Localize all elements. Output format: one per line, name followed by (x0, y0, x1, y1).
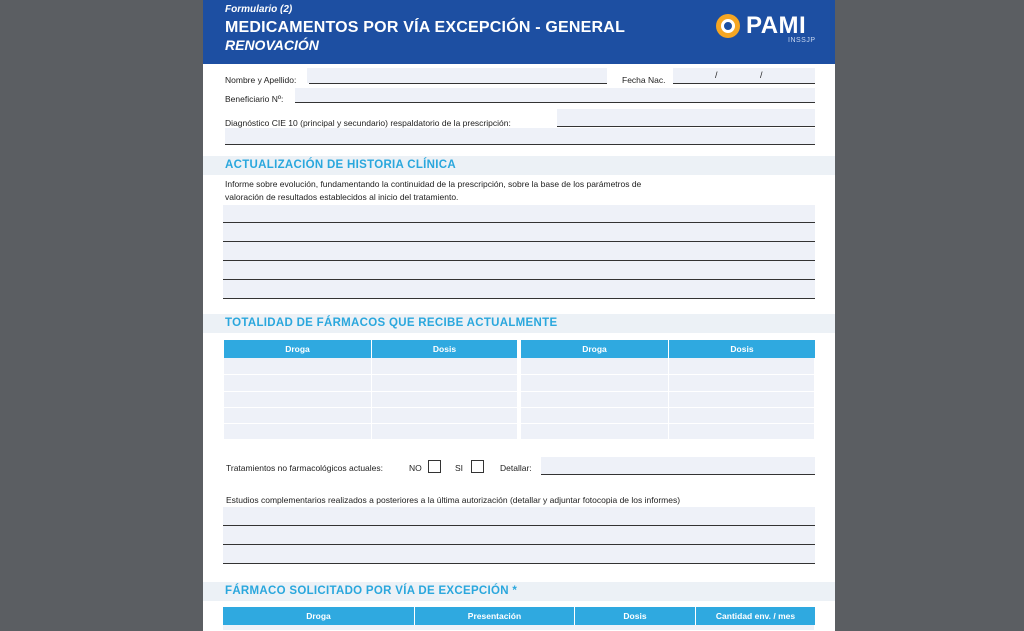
drug-cell[interactable] (521, 424, 669, 440)
drugs-header-dosis-2: Dosis (669, 340, 815, 358)
birth-label: Fecha Nac. (622, 75, 666, 85)
dose-cell[interactable] (669, 375, 815, 392)
pami-logo (716, 12, 816, 48)
studies-label: Estudios complementarios realizados a posteriores a la última autorización (detallar y adjuntar fotocopia de los informes) (226, 495, 681, 505)
dose-cell[interactable] (669, 358, 815, 375)
history-line (223, 298, 815, 299)
treatments-detail-label: Detallar: (500, 463, 532, 473)
diagnosis-line (557, 126, 815, 127)
name-label: Nombre y Apellido: (225, 75, 297, 85)
studies-line (223, 563, 815, 564)
treatments-si-checkbox[interactable] (471, 460, 484, 473)
birth-line (673, 83, 815, 84)
studies-text-area[interactable] (223, 507, 815, 564)
drugs-header-droga-1: Droga (224, 340, 372, 358)
treatments-no-label: NO (409, 463, 422, 473)
birth-field[interactable] (673, 68, 815, 83)
drug-cell[interactable] (521, 408, 669, 424)
drug-cell[interactable] (521, 392, 669, 408)
dose-cell[interactable] (372, 408, 518, 424)
drug-cell[interactable] (521, 358, 669, 375)
drug-cell[interactable] (224, 358, 372, 375)
beneficiary-label: Beneficiario Nº: (225, 94, 284, 104)
treatments-detail-line (541, 474, 815, 475)
treatments-si-label: SI (455, 463, 464, 473)
requested-section-title: FÁRMACO SOLICITADO POR VÍA DE EXCEPCIÓN * (225, 585, 518, 597)
form-header (203, 0, 835, 64)
drugs-header-dosis-1: Dosis (372, 340, 518, 358)
dose-cell[interactable] (372, 358, 518, 375)
requested-header-cantidad: Cantidad env. / mes (696, 607, 815, 625)
pami-logo-subtext: INSSJP (788, 37, 816, 44)
history-line (223, 279, 815, 280)
form-title: MEDICAMENTOS POR VÍA EXCEPCIÓN - GENERAL (225, 19, 626, 36)
dose-cell[interactable] (372, 424, 518, 440)
dose-cell[interactable] (372, 392, 518, 408)
date-slash-2: / (760, 70, 763, 80)
drugs-section-bar (203, 314, 835, 333)
requested-header-dosis: Dosis (575, 607, 696, 625)
treatments-no-checkbox[interactable] (428, 460, 441, 473)
history-instructions-2: valoración de resultados establecidos al inicio del tratamiento. (225, 192, 459, 202)
history-instructions-1: Informe sobre evolución, fundamentando la continuidad de la prescripción, sobre la base de los parámetros de (225, 179, 642, 189)
name-field[interactable] (307, 68, 607, 83)
dose-cell[interactable] (669, 392, 815, 408)
diagnosis-label: Diagnóstico CIE 10 (principal y secundario) respaldatorio de la prescripción: (225, 118, 511, 128)
drugs-header-droga-2: Droga (521, 340, 669, 358)
studies-line (223, 544, 815, 545)
drug-cell[interactable] (224, 392, 372, 408)
name-line (309, 83, 607, 84)
diagnosis-field[interactable] (557, 109, 815, 126)
form-number: Formulario (2) (225, 4, 293, 15)
history-line (223, 222, 815, 223)
dose-cell[interactable] (372, 375, 518, 392)
studies-line (223, 525, 815, 526)
requested-section-bar (203, 582, 835, 601)
diagnosis-field-2[interactable] (225, 128, 815, 144)
drug-cell[interactable] (224, 375, 372, 392)
history-text-area[interactable] (223, 205, 815, 299)
drug-cell[interactable] (224, 408, 372, 424)
requested-header-droga: Droga (223, 607, 415, 625)
treatments-detail-field[interactable] (541, 457, 815, 474)
requested-row[interactable] (223, 625, 815, 631)
history-section-bar (203, 156, 835, 175)
treatments-label: Tratamientos no farmacológicos actuales: (226, 463, 384, 473)
form-page (203, 0, 835, 631)
history-section-title: ACTUALIZACIÓN DE HISTORIA CLÍNICA (225, 159, 456, 171)
beneficiary-line (295, 102, 815, 103)
dose-cell[interactable] (669, 408, 815, 424)
form-subtitle: RENOVACIÓN (225, 37, 319, 53)
date-slash-1: / (715, 70, 718, 80)
pami-logo-icon (716, 14, 740, 38)
pami-logo-text: PAMI (746, 12, 807, 39)
history-line (223, 241, 815, 242)
drug-cell[interactable] (521, 375, 669, 392)
drug-cell[interactable] (224, 424, 372, 440)
drugs-section-title: TOTALIDAD DE FÁRMACOS QUE RECIBE ACTUALMENTE (225, 317, 558, 329)
history-line (223, 260, 815, 261)
beneficiary-field[interactable] (295, 88, 815, 102)
dose-cell[interactable] (669, 424, 815, 440)
requested-header-presentacion: Presentación (415, 607, 575, 625)
diagnosis-line-2 (225, 144, 815, 145)
